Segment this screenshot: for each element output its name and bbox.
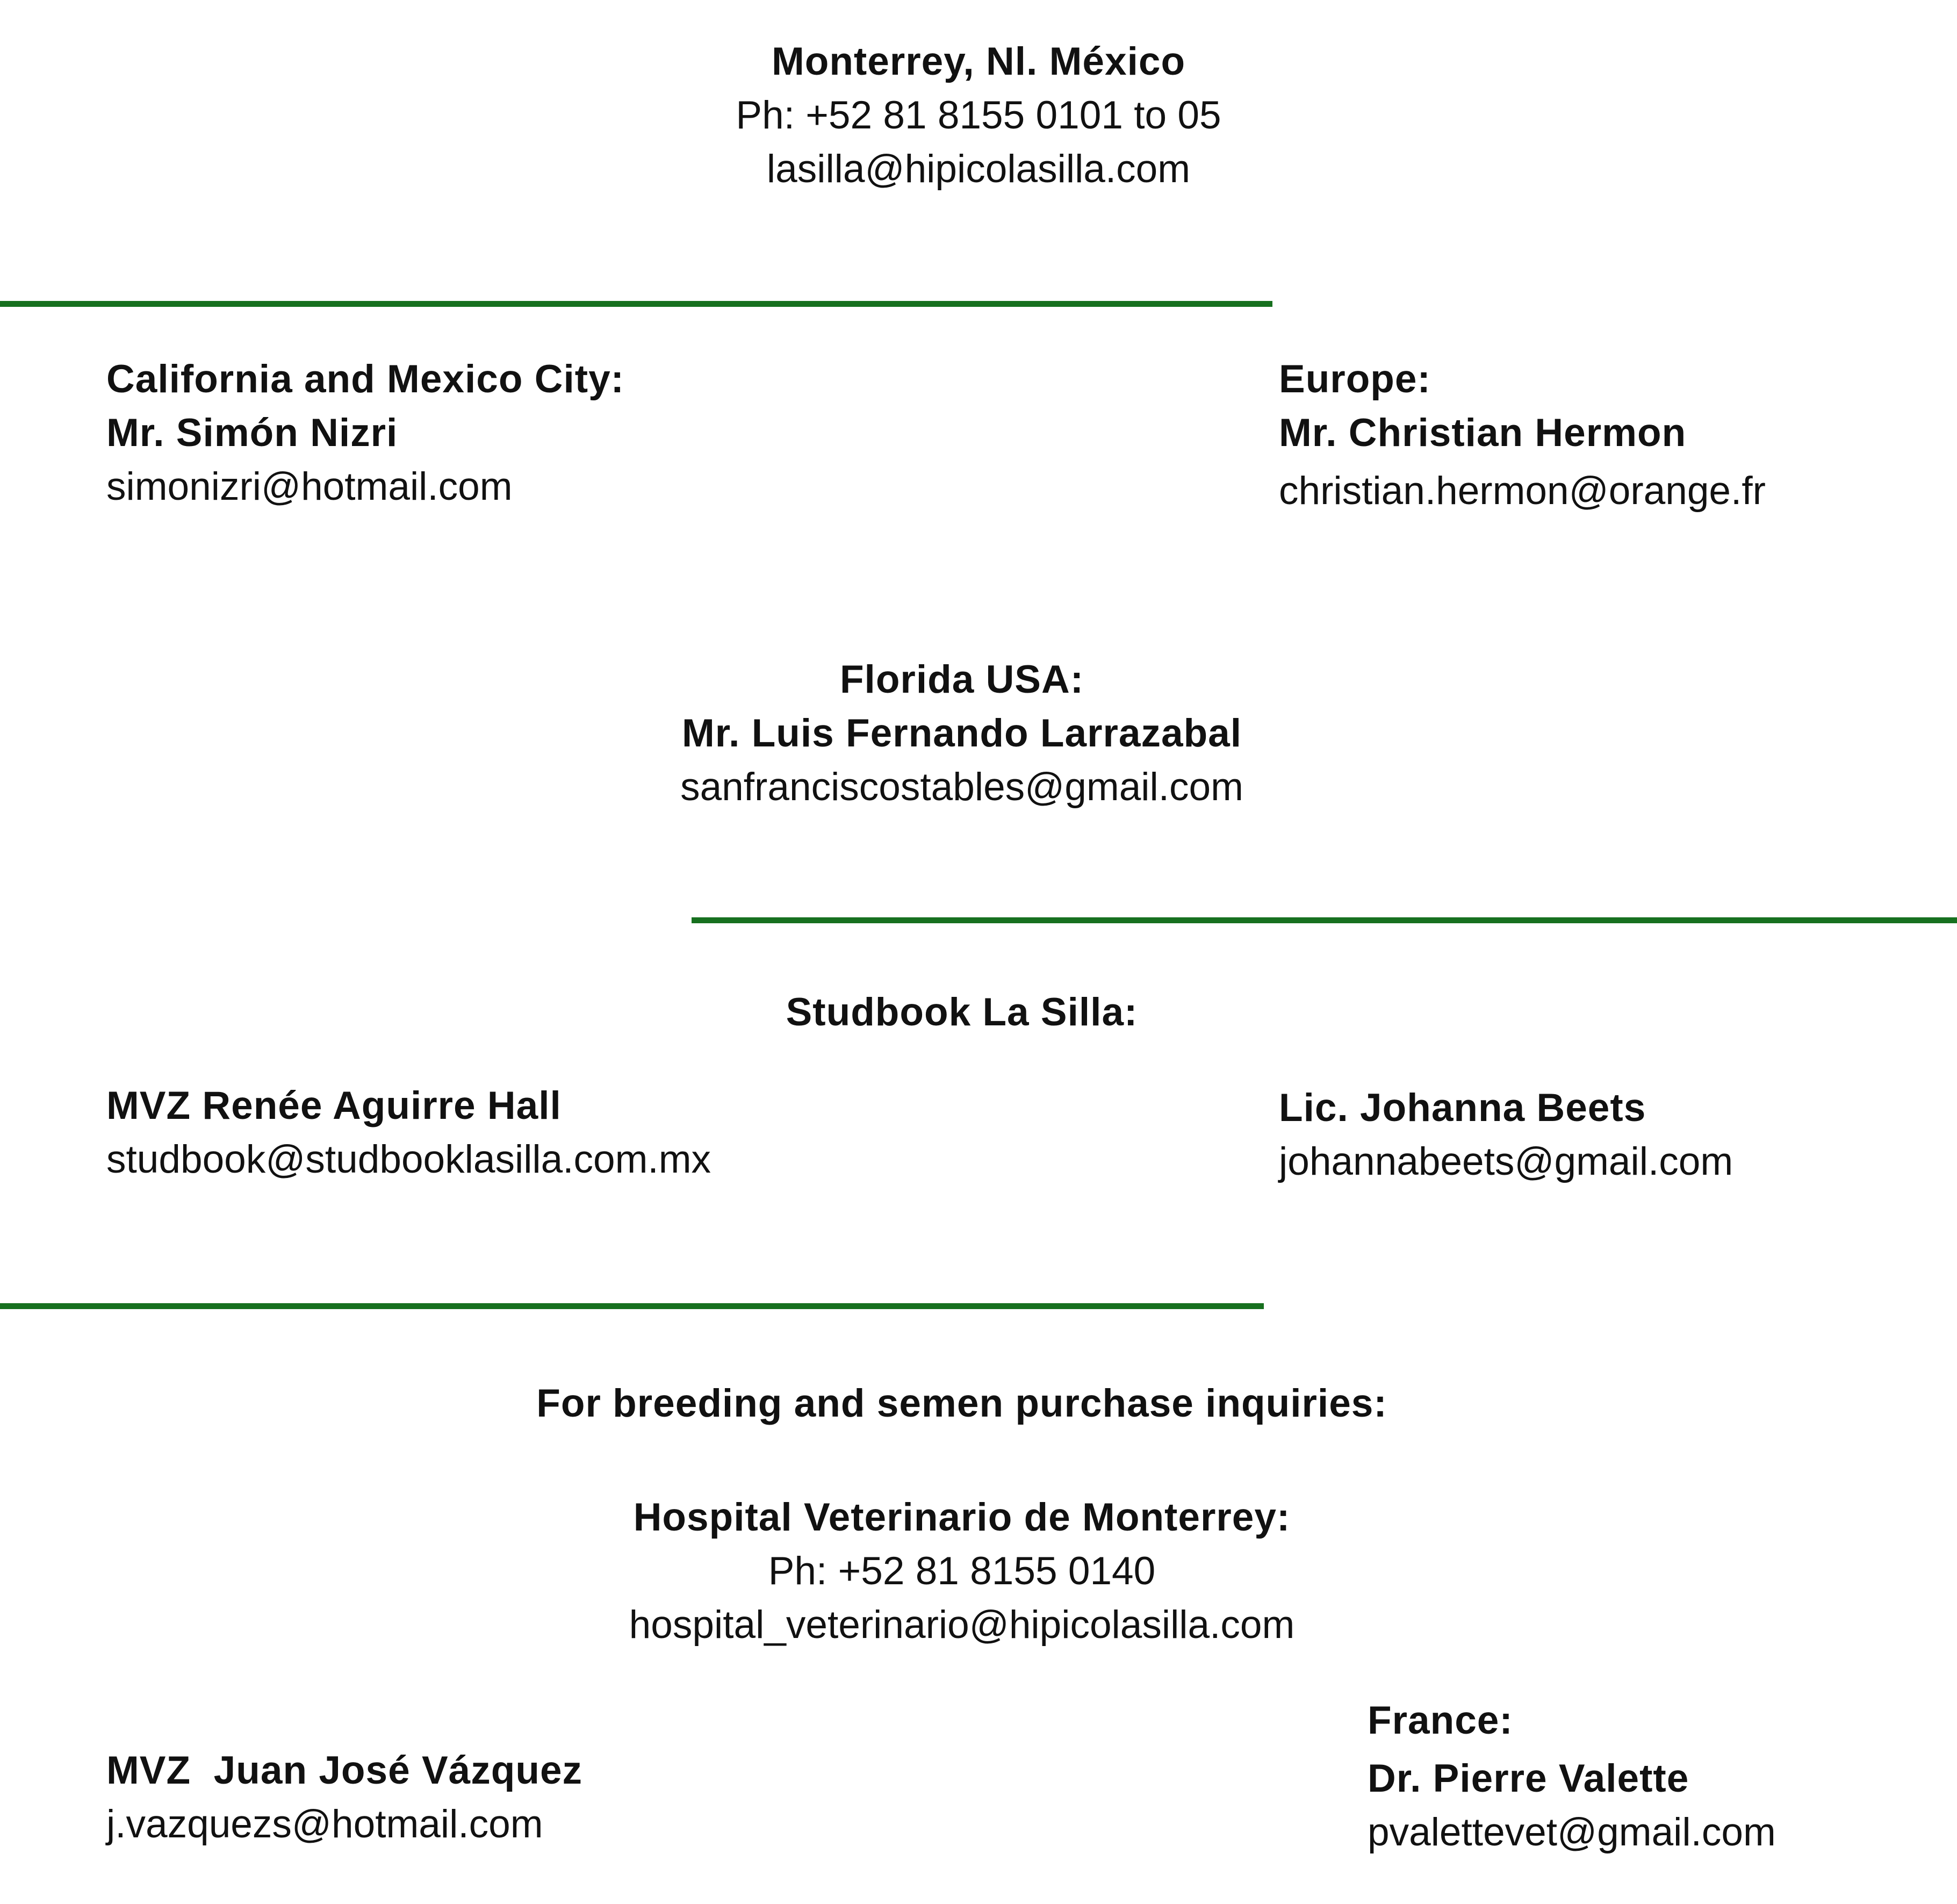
divider-2 xyxy=(692,917,1957,923)
studbook-right-email[interactable]: johannabeets@gmail.com xyxy=(1279,1140,1733,1183)
france-block xyxy=(1368,1694,1776,1859)
california-block xyxy=(106,353,624,514)
florida-heading: Florida USA: xyxy=(839,658,1084,701)
europe-heading: Europe: xyxy=(1279,357,1431,401)
vazquez-block xyxy=(106,1744,582,1851)
france-heading: France: xyxy=(1368,1699,1513,1742)
florida-block xyxy=(0,653,1924,814)
europe-contact-name: Mr. Christian Hermon xyxy=(1279,411,1687,455)
breeding-heading: For breeding and semen purchase inquiries: xyxy=(536,1382,1387,1425)
headquarters-phone: Ph: +52 81 8155 0101 to 05 xyxy=(736,94,1221,137)
florida-contact-name: Mr. Luis Fernando Larrazabal xyxy=(681,712,1242,755)
studbook-right-name: Lic. Johanna Beets xyxy=(1279,1086,1646,1130)
vazquez-name: MVZ Juan José Vázquez xyxy=(106,1749,583,1792)
california-contact-name: Mr. Simón Nizri xyxy=(106,411,398,455)
europe-email[interactable]: christian.hermon@orange.fr xyxy=(1279,469,1766,513)
france-contact-name: Dr. Pierre Valette xyxy=(1368,1757,1689,1800)
hospital-name: Hospital Veterinario de Monterrey: xyxy=(633,1496,1291,1539)
headquarters-block xyxy=(0,35,1957,196)
studbook-heading-wrap xyxy=(0,986,1924,1039)
europe-block xyxy=(1279,353,1766,518)
florida-email[interactable]: sanfranciscostables@gmail.com xyxy=(680,765,1243,809)
headquarters-title: Monterrey, Nl. México xyxy=(771,40,1186,83)
studbook-left-name: MVZ Renée Aguirre Hall xyxy=(106,1084,562,1127)
studbook-heading: Studbook La Silla: xyxy=(786,990,1138,1034)
studbook-left-email[interactable]: studbook@studbooklasilla.com.mx xyxy=(106,1138,711,1181)
california-heading: California and Mexico City: xyxy=(106,357,624,401)
hospital-phone: Ph: +52 81 8155 0140 xyxy=(768,1549,1156,1593)
hospital-email[interactable]: hospital_veterinario@hipicolasilla.com xyxy=(629,1603,1295,1647)
france-email[interactable]: pvalettevet@gmail.com xyxy=(1368,1810,1776,1854)
breeding-block xyxy=(0,1377,1924,1652)
california-email[interactable]: simonizri@hotmail.com xyxy=(106,465,513,508)
headquarters-email[interactable]: lasilla@hipicolasilla.com xyxy=(766,147,1191,191)
divider-3 xyxy=(0,1303,1264,1309)
divider-1 xyxy=(0,301,1272,307)
studbook-left-block xyxy=(106,1079,711,1187)
studbook-right-block xyxy=(1279,1081,1733,1189)
vazquez-email[interactable]: j.vazquezs@hotmail.com xyxy=(106,1802,543,1846)
